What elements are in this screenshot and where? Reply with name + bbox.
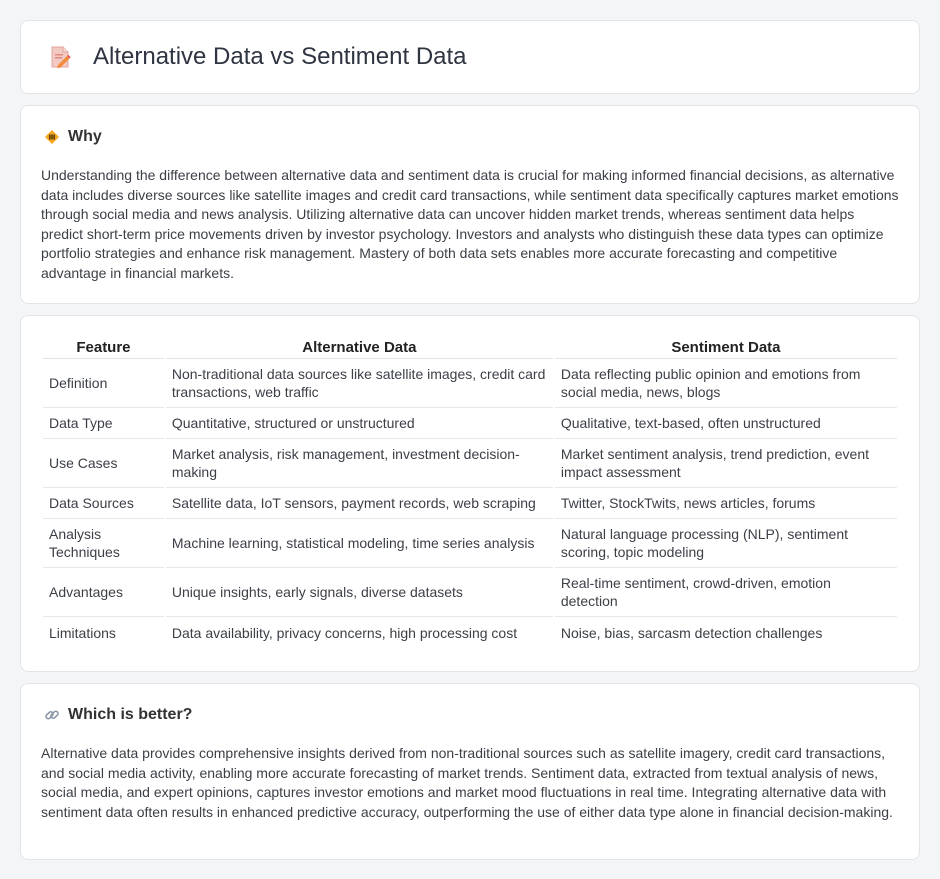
- why-heading: [41, 128, 899, 146]
- table-row: [43, 568, 897, 617]
- table-row: [43, 488, 897, 519]
- table-header-row: [43, 336, 897, 359]
- why-paragraph: Understanding the difference between alternative data and sentiment data is crucial for making informed financial decisions, as alternative data includes diverse sources like satellite images and credit card transactions, while sentiment data specifically captures market emotions through social media and news analysis. Utilizing alternative data can uncover hidden market trends, whereas sentiment data helps predict short-term price movements driven by investor psychology. Investors and analysts who distinguish these data types can optimize portfolio strategies and enhance risk management. Mastery of both data sets enables more accurate forecasting and competitive advantage in financial markets.: [41, 167, 899, 281]
- column-header-sentiment: Sentiment Data: [555, 336, 897, 359]
- feature-cell: Data Type: [43, 408, 164, 439]
- document-pencil-icon: [47, 44, 73, 70]
- alternative-cell: Machine learning, statistical modeling, time series analysis: [166, 519, 553, 568]
- sentiment-cell: Noise, bias, sarcasm detection challenges: [560, 624, 823, 641]
- table-row: [43, 439, 897, 488]
- alternative-cell: Quantitative, structured or unstructured: [166, 408, 553, 439]
- feature-cell: Limitations: [49, 624, 116, 641]
- table-row: [43, 519, 897, 568]
- table-row: [43, 408, 897, 439]
- link-icon: [44, 707, 60, 723]
- sentiment-cell: Data reflecting public opinion and emotions from social media, news, blogs: [555, 359, 897, 408]
- sentiment-cell: Natural language processing (NLP), sentiment scoring, topic modeling: [555, 519, 897, 568]
- alternative-cell: Unique insights, early signals, diverse datasets: [166, 568, 553, 617]
- which-better-paragraph: Alternative data provides comprehensive insights derived from non-traditional sources such as satellite imagery, credit card transactions, and social media activity, enabling more accurate forecasting of market trends. Sentiment data, extracted from textual analysis of news, social media, and expert opinions, captures investor emotions and market mood fluctuations in real time. Integrating alternative data with sentiment data often results in enhanced predictive accuracy, outperforming the use of either data type alone in financial decision-making.: [41, 745, 893, 820]
- feature-cell: Data Sources: [43, 488, 164, 519]
- alternative-cell: Non-traditional data sources like satellite images, credit card transactions, web traffic: [166, 359, 553, 408]
- which-better-title: Which is better?: [68, 706, 193, 723]
- alternative-cell: Market analysis, risk management, investment decision-making: [166, 439, 553, 488]
- table-row: [43, 617, 897, 648]
- sentiment-cell: Market sentiment analysis, trend prediction, event impact assessment: [555, 439, 897, 488]
- which-better-heading: [41, 706, 899, 724]
- feature-cell: Definition: [43, 359, 164, 408]
- feature-cell: Use Cases: [43, 439, 164, 488]
- feature-cell: Advantages: [43, 568, 164, 617]
- column-header-feature: Feature: [43, 336, 164, 359]
- diamond-warning-icon: [44, 129, 60, 145]
- comparison-table: [41, 336, 899, 648]
- why-section: [20, 105, 920, 304]
- sentiment-cell: Qualitative, text-based, often unstructured: [555, 408, 897, 439]
- header-card: [20, 20, 920, 94]
- alternative-cell: Data availability, privacy concerns, high processing cost: [171, 624, 518, 641]
- comparison-table-card: [20, 315, 920, 672]
- page-title: Alternative Data vs Sentiment Data: [93, 43, 467, 70]
- sentiment-cell: Real-time sentiment, crowd-driven, emotion detection: [555, 568, 897, 617]
- feature-cell: Analysis Techniques: [43, 519, 164, 568]
- table-row: [43, 359, 897, 408]
- column-header-alternative: Alternative Data: [166, 336, 553, 359]
- which-better-section: [20, 683, 920, 860]
- sentiment-cell: Twitter, StockTwits, news articles, forums: [555, 488, 897, 519]
- why-title: Why: [68, 128, 102, 145]
- alternative-cell: Satellite data, IoT sensors, payment records, web scraping: [166, 488, 553, 519]
